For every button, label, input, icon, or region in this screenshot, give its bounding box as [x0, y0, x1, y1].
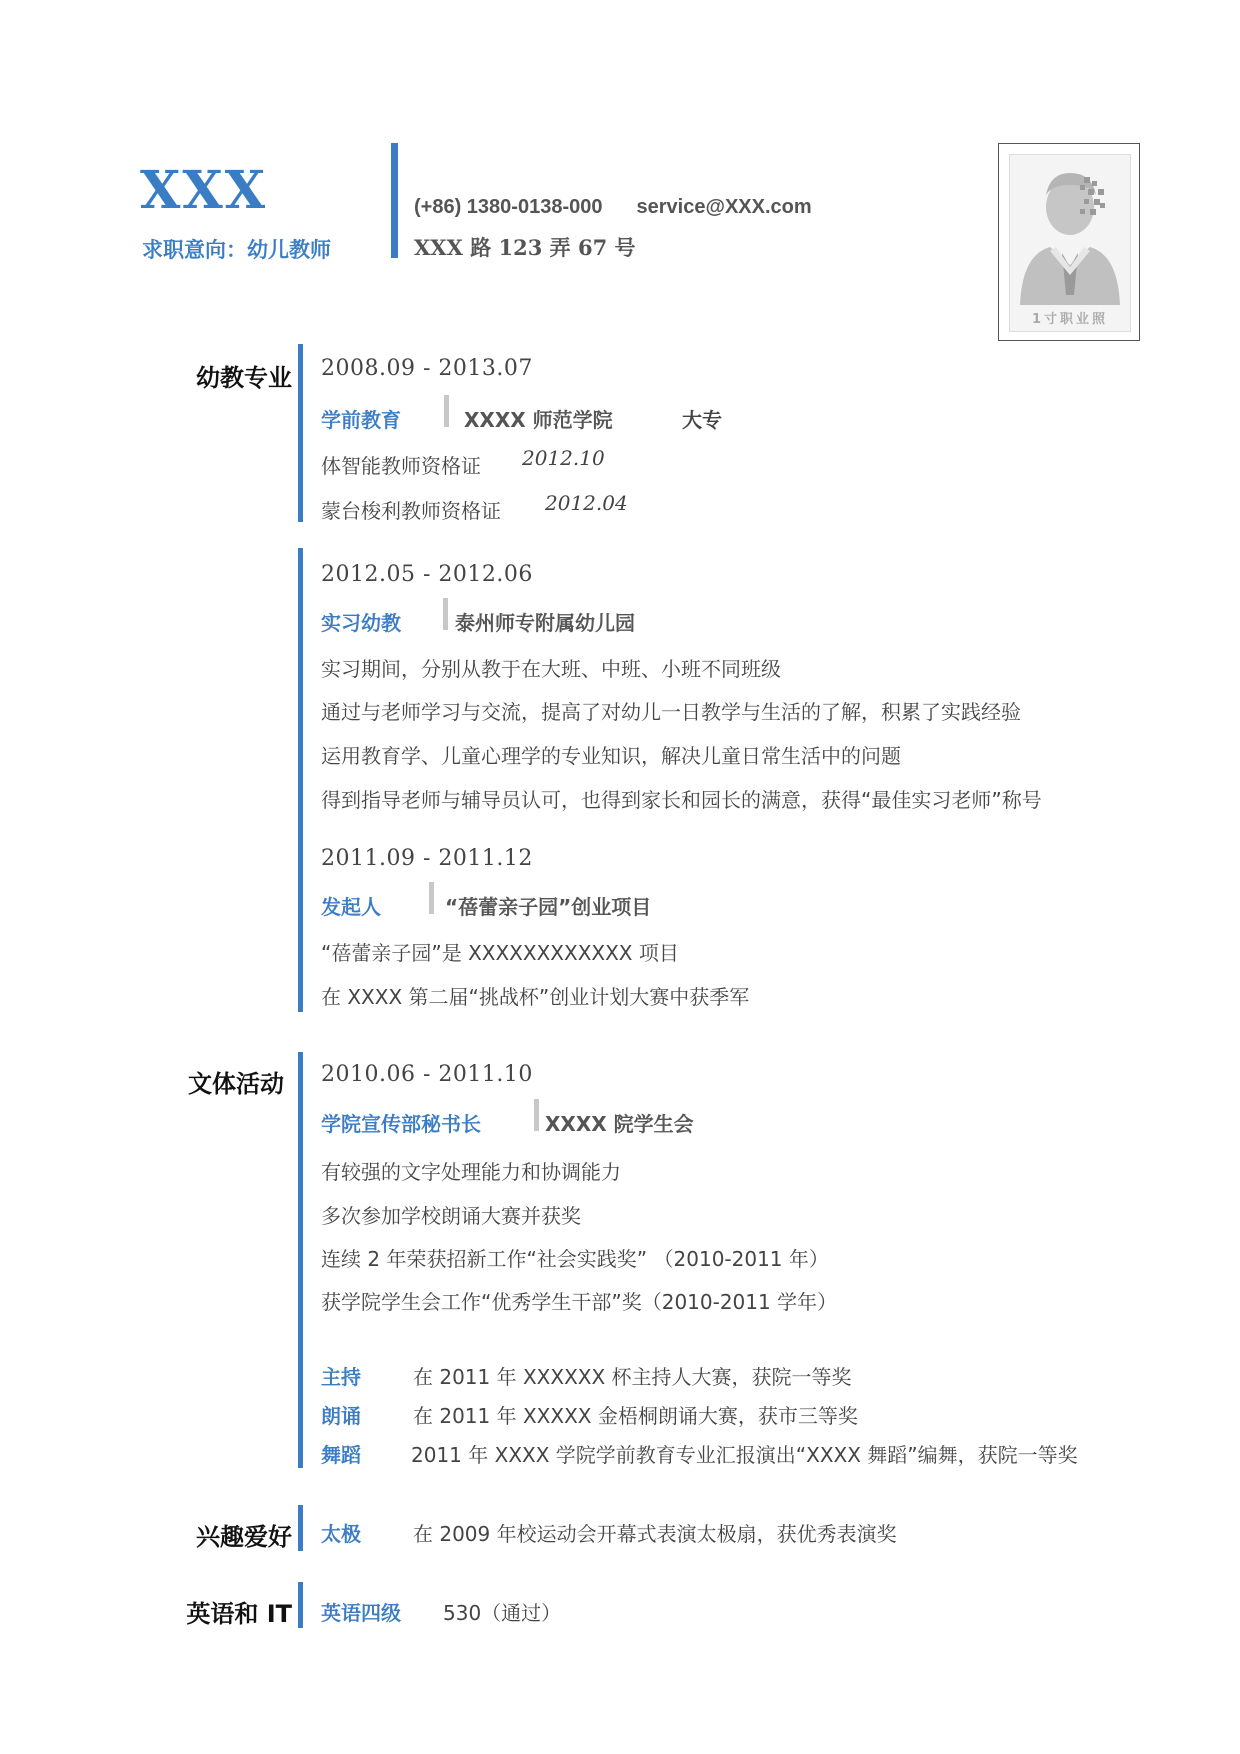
education-major: 学前教育	[321, 408, 401, 432]
section-title-hobbies: 兴趣爱好	[196, 1523, 292, 1551]
cert-name: 体智能教师资格证	[321, 454, 481, 478]
award-label: 舞蹈	[321, 1443, 361, 1467]
activities-line: 获学院学生会工作“优秀学生干部”奖（2010-2011 学年）	[321, 1290, 838, 1314]
activities-line: 连续 2 年荣获招新工作“社会实践奖” （2010-2011 年）	[321, 1247, 829, 1271]
hobby-text: 在 2009 年校运动会开幕式表演太极扇，获优秀表演奖	[413, 1522, 897, 1546]
cert-date: 2012.10	[522, 446, 605, 470]
project-org: “蓓蕾亲子园”创业项目	[445, 895, 652, 919]
award-text: 在 2011 年 XXXXX 金梧桐朗诵大赛，获市三等奖	[413, 1404, 858, 1428]
section-title-skills: 英语和 IT	[186, 1600, 292, 1628]
candidate-name: XXX	[140, 160, 268, 221]
education-school: XXXX 师范学院	[464, 408, 613, 432]
cert-date: 2012.04	[545, 491, 628, 515]
award-text: 2011 年 XXXX 学院学前教育专业汇报演出“XXXX 舞蹈”编舞，获院一等奖	[411, 1443, 1078, 1467]
photo-label: 1寸职业照	[1031, 312, 1109, 327]
contact-line	[414, 196, 812, 219]
section-bar-skills	[298, 1582, 303, 1628]
person-silhouette-icon	[1010, 155, 1130, 315]
header-divider	[391, 143, 398, 258]
project-line: 在 XXXX 第二届“挑战杯”创业计划大赛中获季军	[321, 985, 750, 1009]
separator	[444, 395, 449, 427]
internship-role: 实习幼教	[321, 611, 401, 635]
activities-org: XXXX 院学生会	[545, 1112, 694, 1136]
education-date: 2008.09 - 2013.07	[321, 356, 533, 381]
photo-frame	[998, 143, 1140, 341]
award-label: 主持	[321, 1365, 361, 1389]
activities-role: 学院宣传部秘书长	[321, 1112, 481, 1136]
skill-text: 530（通过）	[443, 1601, 562, 1625]
project-line: “蓓蕾亲子园”是 XXXXXXXXXXXX 项目	[321, 941, 679, 965]
address: XXX 路 123 弄 67 号	[414, 235, 636, 260]
activities-line: 有较强的文字处理能力和协调能力	[321, 1160, 621, 1184]
internship-line: 得到指导老师与辅导员认可，也得到家长和园长的满意，获得“最佳实习老师”称号	[321, 788, 1042, 812]
cert-name: 蒙台梭利教师资格证	[321, 499, 501, 523]
award-label: 朗诵	[321, 1404, 361, 1428]
internship-line: 运用教育学、儿童心理学的专业知识，解决儿童日常生活中的问题	[321, 744, 901, 768]
photo-placeholder	[1009, 154, 1131, 332]
section-bar-experience	[298, 548, 303, 1012]
separator	[429, 882, 434, 914]
section-title-activities: 文体活动	[188, 1070, 284, 1098]
award-text: 在 2011 年 XXXXXX 杯主持人大赛，获院一等奖	[413, 1365, 852, 1389]
internship-date: 2012.05 - 2012.06	[321, 562, 533, 587]
email[interactable]: service@XXX.com	[636, 196, 812, 218]
separator	[443, 598, 448, 630]
section-title-education: 幼教专业	[196, 364, 292, 392]
activities-date: 2010.06 - 2011.10	[321, 1062, 533, 1087]
hobby-label: 太极	[321, 1522, 361, 1546]
section-bar-activities	[298, 1052, 303, 1468]
phone: (+86) 1380-0138-000	[414, 196, 603, 218]
internship-line: 实习期间，分别从教于在大班、中班、小班不同班级	[321, 657, 781, 681]
separator	[534, 1099, 539, 1131]
section-bar-hobbies	[298, 1505, 303, 1551]
skill-label: 英语四级	[321, 1601, 401, 1625]
project-role: 发起人	[321, 895, 381, 919]
activities-line: 多次参加学校朗诵大赛并获奖	[321, 1204, 581, 1228]
education-degree: 大专	[682, 408, 722, 432]
internship-line: 通过与老师学习与交流，提高了对幼儿一日教学与生活的了解，积累了实践经验	[321, 700, 1021, 724]
section-bar-education	[298, 344, 303, 522]
project-date: 2011.09 - 2011.12	[321, 846, 533, 871]
job-intent: 求职意向：幼儿教师	[142, 238, 331, 262]
internship-org: 泰州师专附属幼儿园	[455, 611, 635, 635]
